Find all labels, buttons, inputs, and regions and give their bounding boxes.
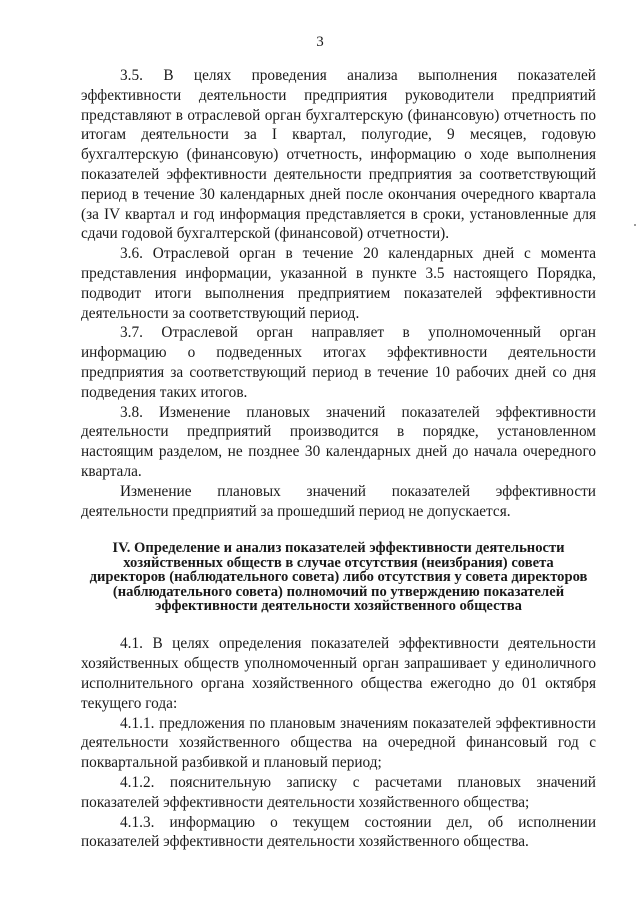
page-number: 3 [316,34,324,50]
section-heading-line: эффективности деятельности хозяйственного общества [155,597,522,614]
scan-artifact-dot [634,224,636,226]
paragraph-4-1-3: 4.1.3. информацию о текущем состоянии дел, об исполнении показателей эффективности деятельности хозяйственного общества. [81,813,596,851]
paragraph-4-1: 4.1. В целях определения показателей эффективности деятельности хозяйственных обществ уполномоченный орган запрашивает у единоличного исполнительного органа хозяйственного общества ежегодно до 01 октября текущего года: [81,635,596,712]
section-heading-line: хозяйственных обществ в случае отсутствия (неизбрания) совета [123,554,554,571]
paragraph-3-8: 3.8. Изменение плановых значений показателей эффективности деятельности предприятий производится в порядке, установленном настоящим разделом, не позднее 30 календарных дней до начала очередного квартала. [81,403,596,480]
section-heading-line: IV. Определение и анализ показателей эффективности деятельности [112,540,565,557]
section-heading-line: (наблюдательного совета) полномочий по утверждению показателей [112,583,565,600]
paragraph-3-8-note: Изменение плановых значений показателей эффективности деятельности предприятий за прошедший период не допускается. [81,482,596,520]
paragraph-4-1-2: 4.1.2. пояснительную записку с расчетами плановых значений показателей эффективности деятельности хозяйственного общества; [81,773,596,811]
section-heading-line: директоров (наблюдательного совета) либо отсутствия у совета директоров [89,569,588,586]
paragraph-3-6: 3.6. Отраслевой орган в течение 20 календарных дней с момента представления информации, указанной в пункте 3.5 настоящего Порядка, подводит итоги выполнения предприятием показателей эффективности деятельности за соответствующий период. [81,245,596,322]
paragraph-3-5: 3.5. В целях проведения анализа выполнения показателей эффективности деятельности предприятия руководители предприятий представляют в отраслевой орган бухгалтерскую (финансовую) отчетность по итогам деятельности за I квартал, полугодие, 9 месяцев, годовую бухгалтерскую (финансовую) отчетность, информацию о ходе выполнения показателей эффективности деятельности предприятия за соответствующий период в течение 30 календарных дней после окончания очередного квартала (за IV квартал и год информация представляется в сроки, установленные для сдачи годовой бухгалтерской (финансовой) отчетности). [81,67,596,243]
document-body [81,66,596,852]
section-heading-iv [81,541,596,613]
paragraph-4-1-1: 4.1.1. предложения по плановым значениям показателей эффективности деятельности хозяйственного общества на очередной финансовый год с поквартальной разбивкой и плановый период; [81,714,596,772]
paragraph-3-7: 3.7. Отраслевой орган направляет в уполномоченный орган информацию о подведенных итогах эффективности деятельности предприятия за соответствующий период в течение 10 рабочих дней со дня подведения таких итогов. [81,324,596,401]
